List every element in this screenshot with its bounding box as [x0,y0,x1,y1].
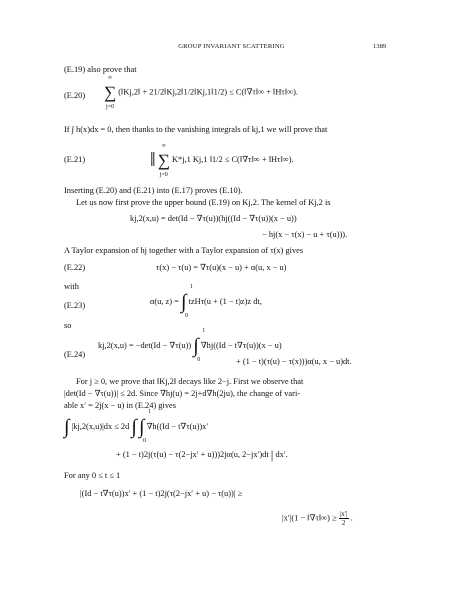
text-let-us: Let us now first prove the upper bound (E.19) on Kj,2. The kernel of Kj,2 is [76,198,331,207]
equation-e23-lhs: α(u, z) = [150,296,179,306]
integral-operator: 1 ∫ 0 [180,284,193,319]
equation-label-e22: (E.22) [64,263,86,272]
text-inserting: Inserting (E.20) and (E.21) into (E.17) proves (E.10). [64,186,243,195]
integral-lower-limit: 0 [142,438,146,445]
equation-e22: τ(x) − τ(u) = ∇τ(u)(x − u) + α(u, x − u) [156,263,287,272]
fraction [339,510,349,527]
sum-operator: ∞ ∑ j=0 [104,75,117,110]
equation-ineq-line2-text: |x′|(1 − ‖∇τ‖∞) ≥ [282,513,337,523]
integral-lower-limit: 0 [184,313,188,319]
integral-upper-limit: 1 [189,284,193,290]
sum-upper-limit: ∞ [107,75,113,81]
sum-lower-limit: j=0 [159,171,168,178]
equation-e24-line1 [98,328,282,363]
equation-big-lhs: |kj,2(x,u)|dx ≤ 2d [71,421,130,431]
equation-kj2-line2: − hj(x − τ(x) − u + τ(u))). [262,230,348,239]
equation-e21: ‖ ∞ ∑ j=0 K*j,1 Kj,1 ‖1/2 ≤ C(‖∇τ‖∞ + ‖Hτ‖∞). [150,142,294,178]
fraction-denominator: 2 [341,519,346,527]
text-para-line2: |det(Id − ∇τ(u))| ≤ 2d. Since ∇hj(u) = 2j+d∇h(2ju), the change of vari- [64,389,301,398]
equation-kj2-line1: kj,2(x,u) = det(Id − ∇τ(u))(hj((Id − ∇τ(u))(x − u)) [130,214,297,223]
text-so: so [64,321,72,330]
page-number: 1389 [373,43,387,50]
integral-upper-limit: 1 [147,409,151,416]
text-for-any: For any 0 ≤ t ≤ 1 [64,471,121,480]
text-with: with [64,282,79,291]
equation-ineq-end: . [350,513,353,523]
equation-ineq-line2 [282,510,353,527]
integral-lower-limit: 0 [197,357,201,363]
integral-operator: ∫ [64,416,70,439]
equation-e24-line2: + (1 − t)(τ(u) − τ(x)))α(u, x − u)dt. [236,357,352,366]
equation-big-line2: + (1 − t)2j(τ(u) − τ(2−jx′ + u)))2jα(u, 2−jx′)dt | dx′. [116,447,288,462]
equation-label-e24: (E.24) [64,350,86,359]
text-taylor: A Taylor expansion of hj together with a Taylor expansion of τ(x) gives [64,246,304,255]
equation-label-e21: (E.21) [64,155,86,164]
integral-operator: 1 ∫ 0 [138,409,151,445]
equation-e21-body: K*j,1 Kj,1 ‖1/2 ≤ C(‖∇τ‖∞ + ‖Hτ‖∞). [171,154,294,164]
equation-e24-lhs: kj,2(x,u) = −det(Id − ∇τ(u)) [98,340,192,350]
fraction-numerator: |x′| [339,510,348,518]
integral-operator: 1 ∫ 0 [193,328,206,363]
sum-operator: ∞ ∑ j=0 [157,142,170,178]
integral-upper-limit: 1 [202,328,206,334]
equation-big-tail: dx′. [275,450,288,459]
equation-e20-body: (‖Kj,2‖ + 21/2‖Kj,2‖1/2‖Kj,1‖1/2) ≤ C(‖∇τ‖∞ + ‖Hτ‖∞). [118,87,299,97]
text-para-line1: For j ≥ 0, we prove that ‖Kj,2‖ decays like 2−j. First we observe that [76,377,304,386]
equation-ineq-line1: |(Id − t∇τ(u))x′ + (1 − t)2j(τ(2−jx′ + u) − τ(u))| ≥ [80,489,243,498]
text-para-line3: able x′ = 2j(x − u) in (E.24) gives [64,401,176,410]
sum-upper-limit: ∞ [161,142,166,149]
sum-lower-limit: j=0 [106,104,115,110]
equation-e23-body: tzHτ(u + (1 − t)z)z dt, [188,296,262,306]
equation-big-body: ∇h((Id − t∇τ(u))x′ [146,421,209,431]
equation-label-e23: (E.23) [64,301,86,310]
equation-e20 [104,75,299,110]
running-title: GROUP INVARIANT SCATTERING [178,43,285,50]
equation-big-line2-text: + (1 − t)2j(τ(u) − τ(2−jx′ + u)))2jα(u, 2−jx′)dt [116,450,269,459]
equation-label-e20: (E.20) [64,91,86,100]
equation-big-line1: ∫ |kj,2(x,u)|dx ≤ 2d ∫ 1 ∫ 0 ∇h((Id − t∇τ(u))x′ [64,409,209,445]
text-if-line: If ∫ h(x)dx = 0, then thanks to the vanishing integrals of kj,1 we will prove that [64,125,328,134]
equation-e23 [150,284,262,319]
text-intro: (E.19) also prove that [64,65,137,74]
equation-e24-body: ∇hj((Id − t∇τ(u))(x − u) [200,340,282,350]
